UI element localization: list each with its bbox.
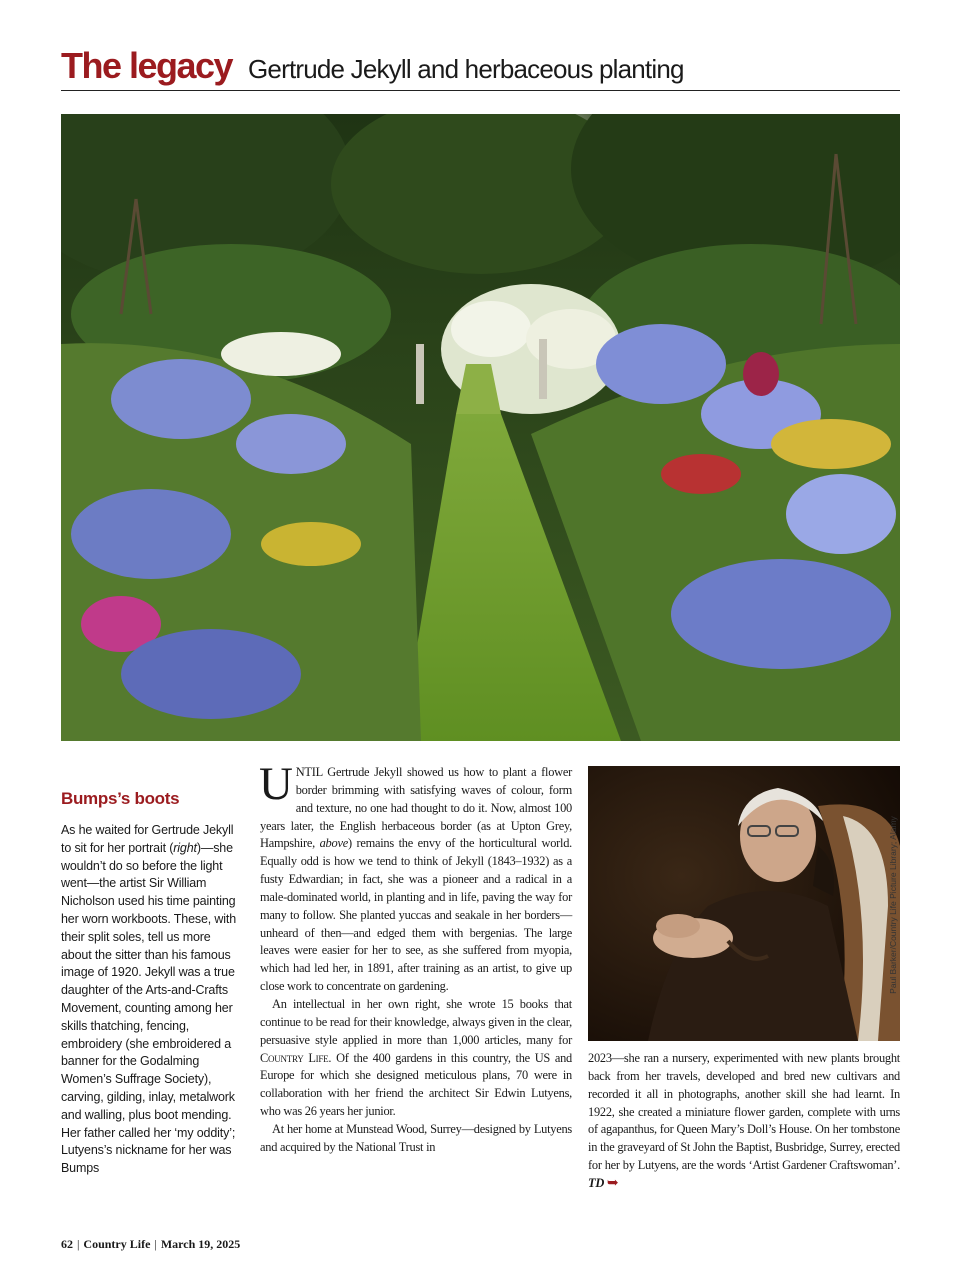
- sidebar-text-2: )—she wouldn’t do so before the light went—the artist Sir William Nicholson used his time painting her worn workboots. These, with their split soles, tell us more about the sitter than his famous image of 1920. Jekyll was a true daughter of the Arts-and-Crafts Movement, counting among her skills thatching, fencing, embroidery (she embroidered a banner for the Godalming Women’s Suffrage Society), carving, gilding, inlay, metalwork and walling, plus boot mending. Her father called her ‘my oddity’; Lutyens’s nickname for her was Bumps: [61, 840, 237, 1176]
- page-number: 62: [61, 1237, 73, 1251]
- sidebar-text-1: As he waited for Gertrude Jekyll to sit for her portrait (: [61, 823, 234, 855]
- sidebar-box: [61, 788, 244, 1178]
- article-headline: Gertrude Jekyll and herbaceous planting: [248, 54, 684, 84]
- p1-text-c: ) remains the envy of the horticultural world. Equally odd is how we tend to think of Jekyll (1843–1932) as a fusty Edwardian; in fact, she was a pioneer and a radical in a male-dominated world, in planting and in life, paving the way for many to follow. She planted yuccas and seakale in her borders—unheard of then—and edged them with bergenias. The large leaves were easier for her to see, as she suffered from myopia, which had led her, in 1891, after training as an artist, to give up close work to concentrate on gardening.: [260, 836, 572, 994]
- author-signature: TD: [588, 1175, 605, 1190]
- photo-credit: Paul Barker/Country Life Picture Library; Alamy: [888, 816, 898, 994]
- pheasant-end-mark-icon: ➥: [606, 1175, 619, 1191]
- magazine-name-inline: Country Life: [260, 1050, 329, 1065]
- p2-text-a: An intellectual in her own right, she wrote 15 books that continue to be read for their knowledge, always given in the clear, persuasive style applied in more than 1,000 articles, many for: [260, 996, 572, 1047]
- p2-text-c: . Of the 400 gardens in this country, the US and Europe for which she designed meticulous plans, 70 were in collaboration with her friend the architect Sir Edwin Lutyens, who was 26 years her junior.: [260, 1050, 572, 1119]
- drop-cap: U: [259, 758, 293, 810]
- article-paragraph-1: [259, 758, 572, 996]
- page-footer: [61, 1237, 240, 1252]
- garden-photo: [61, 114, 900, 741]
- p1-ref-above: above: [319, 836, 348, 851]
- page-header: [61, 44, 900, 91]
- p1-text-a: NTIL Gertrude Jekyll showed us how to plant a flower border brimming with satisfying waves of colour, form and texture, no one had thought to do it. Now, almost 100 years later, the English herbaceous border (as at Upton Grey, Hampshire,: [260, 765, 572, 851]
- footer-separator: |: [77, 1237, 80, 1251]
- sidebar-ref-right: right: [173, 840, 197, 855]
- garden-photo-icon: [61, 114, 900, 741]
- article-paragraph-3: At her home at Munstead Wood, Surrey—designed by Lutyens and acquired by the National Trust in: [260, 1121, 572, 1154]
- sidebar-title: Bumps’s boots: [61, 789, 180, 808]
- sidebar-body: [61, 822, 244, 1178]
- magazine-name: Country Life: [83, 1237, 151, 1251]
- article-paragraph-3-continued: [588, 1050, 900, 1193]
- portrait-painting-icon: [588, 766, 900, 1041]
- issue-date: March 19, 2025: [160, 1237, 241, 1251]
- portrait-painting: [588, 766, 900, 1041]
- article-column-1: [259, 758, 572, 1157]
- article-column-2: [588, 1050, 900, 1193]
- footer-separator: |: [154, 1237, 157, 1251]
- p3-cont-text: 2023—she ran a nursery, experimented with new plants brought back from her travels, developed and bred new cultivars and recorded it all in photographs, another skill she had learnt. In 1922, she created a miniature flower garden, complete with urns of agapanthus, for Queen Mary’s Doll’s House. On her tombstone in the graveyard of St John the Baptist, Busbridge, Surrey, erected for her by Lutyens, are the words ‘Artist Gardener Craftswoman’.: [588, 1051, 900, 1173]
- section-kicker: The legacy: [61, 45, 233, 86]
- article-paragraph-2: [260, 996, 572, 1121]
